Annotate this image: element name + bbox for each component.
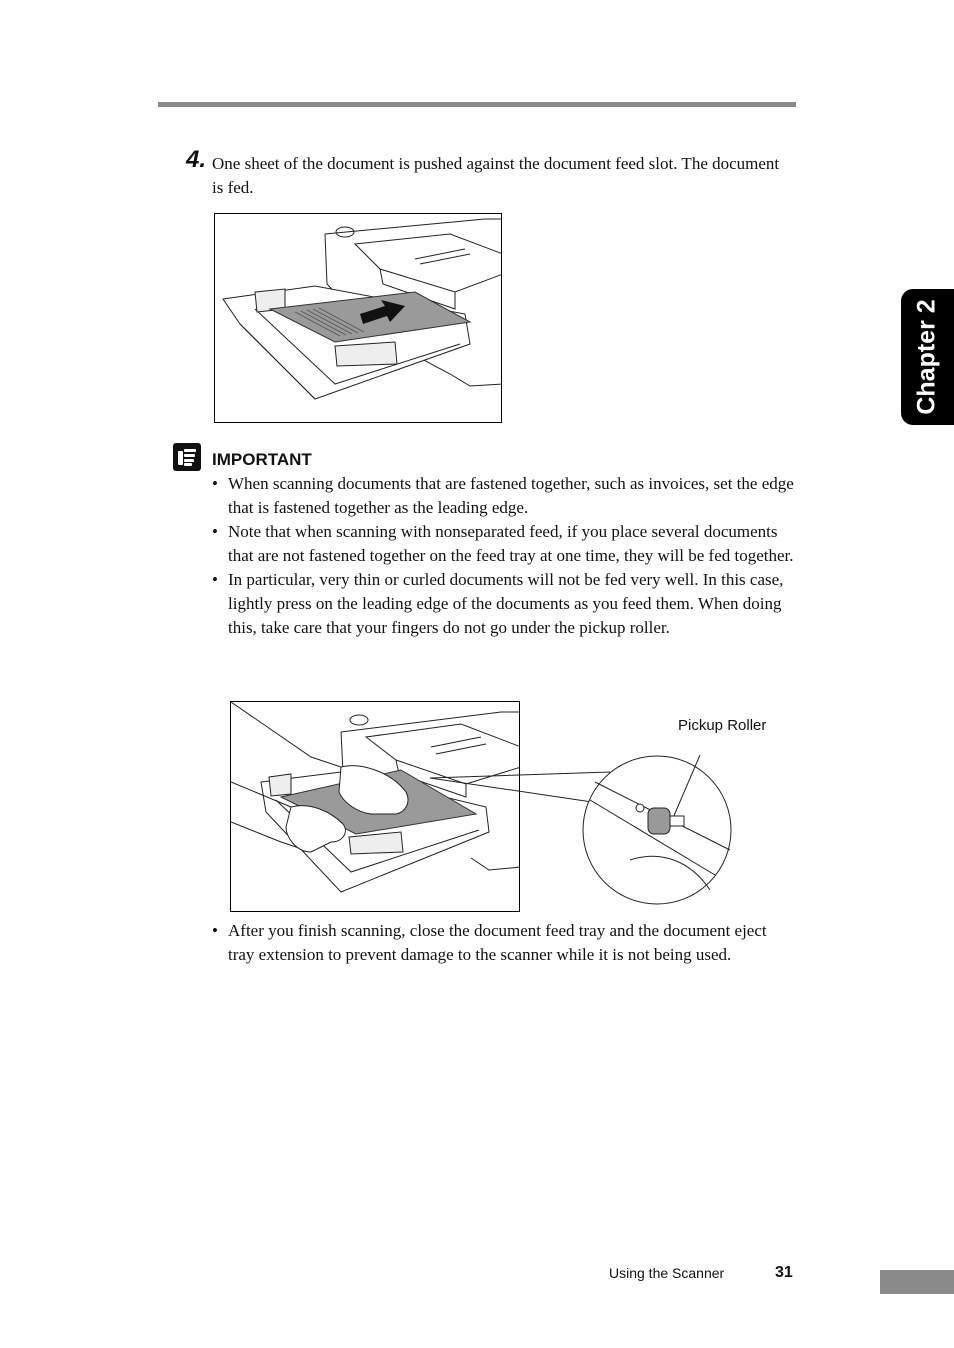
pointing-hand-icon [173, 443, 201, 471]
scanner-drawing [215, 214, 502, 423]
pickup-roller-label: Pickup Roller [678, 717, 767, 734]
step-number: 4. [186, 146, 207, 173]
footer-section-title: Using the Scanner [609, 1265, 725, 1281]
step-text: One sheet of the document is pushed against the document feed slot. The document is fed. [212, 154, 780, 197]
footer-bar [880, 1270, 954, 1294]
bullet-glyph: • [212, 474, 218, 493]
list-item [212, 919, 797, 967]
list-item [212, 568, 797, 640]
bullet-glyph: • [212, 522, 218, 541]
page-number: 31 [775, 1264, 793, 1281]
list-item [212, 520, 797, 568]
bullet-glyph: • [212, 921, 218, 940]
bullet-text: When scanning documents that are fastened together, such as invoices, set the edge that is fastened together as the leading edge. [228, 474, 794, 517]
bullet-text: In particular, very thin or curled documents will not be fed very well. In this case, lightly press on the leading edge of the documents as you feed them. When doing this, take care that your fingers do not go under the pickup roller. [228, 570, 784, 637]
important-heading: IMPORTANT [212, 450, 312, 469]
chapter-label: Chapter 2 [912, 299, 941, 415]
after-list [212, 919, 797, 967]
scanner-feed-illustration [214, 213, 502, 423]
bullet-text: Note that when scanning with nonseparated feed, if you place several documents that are not fastened together on the feed tray at one time, they will be fed together. [228, 522, 794, 565]
header-rule [158, 102, 796, 107]
list-item [212, 472, 797, 520]
important-list [212, 472, 797, 640]
bullet-glyph: • [212, 570, 218, 589]
bullet-text: After you finish scanning, close the document feed tray and the document eject tray extension to prevent damage to the scanner while it is not being used. [228, 921, 767, 964]
